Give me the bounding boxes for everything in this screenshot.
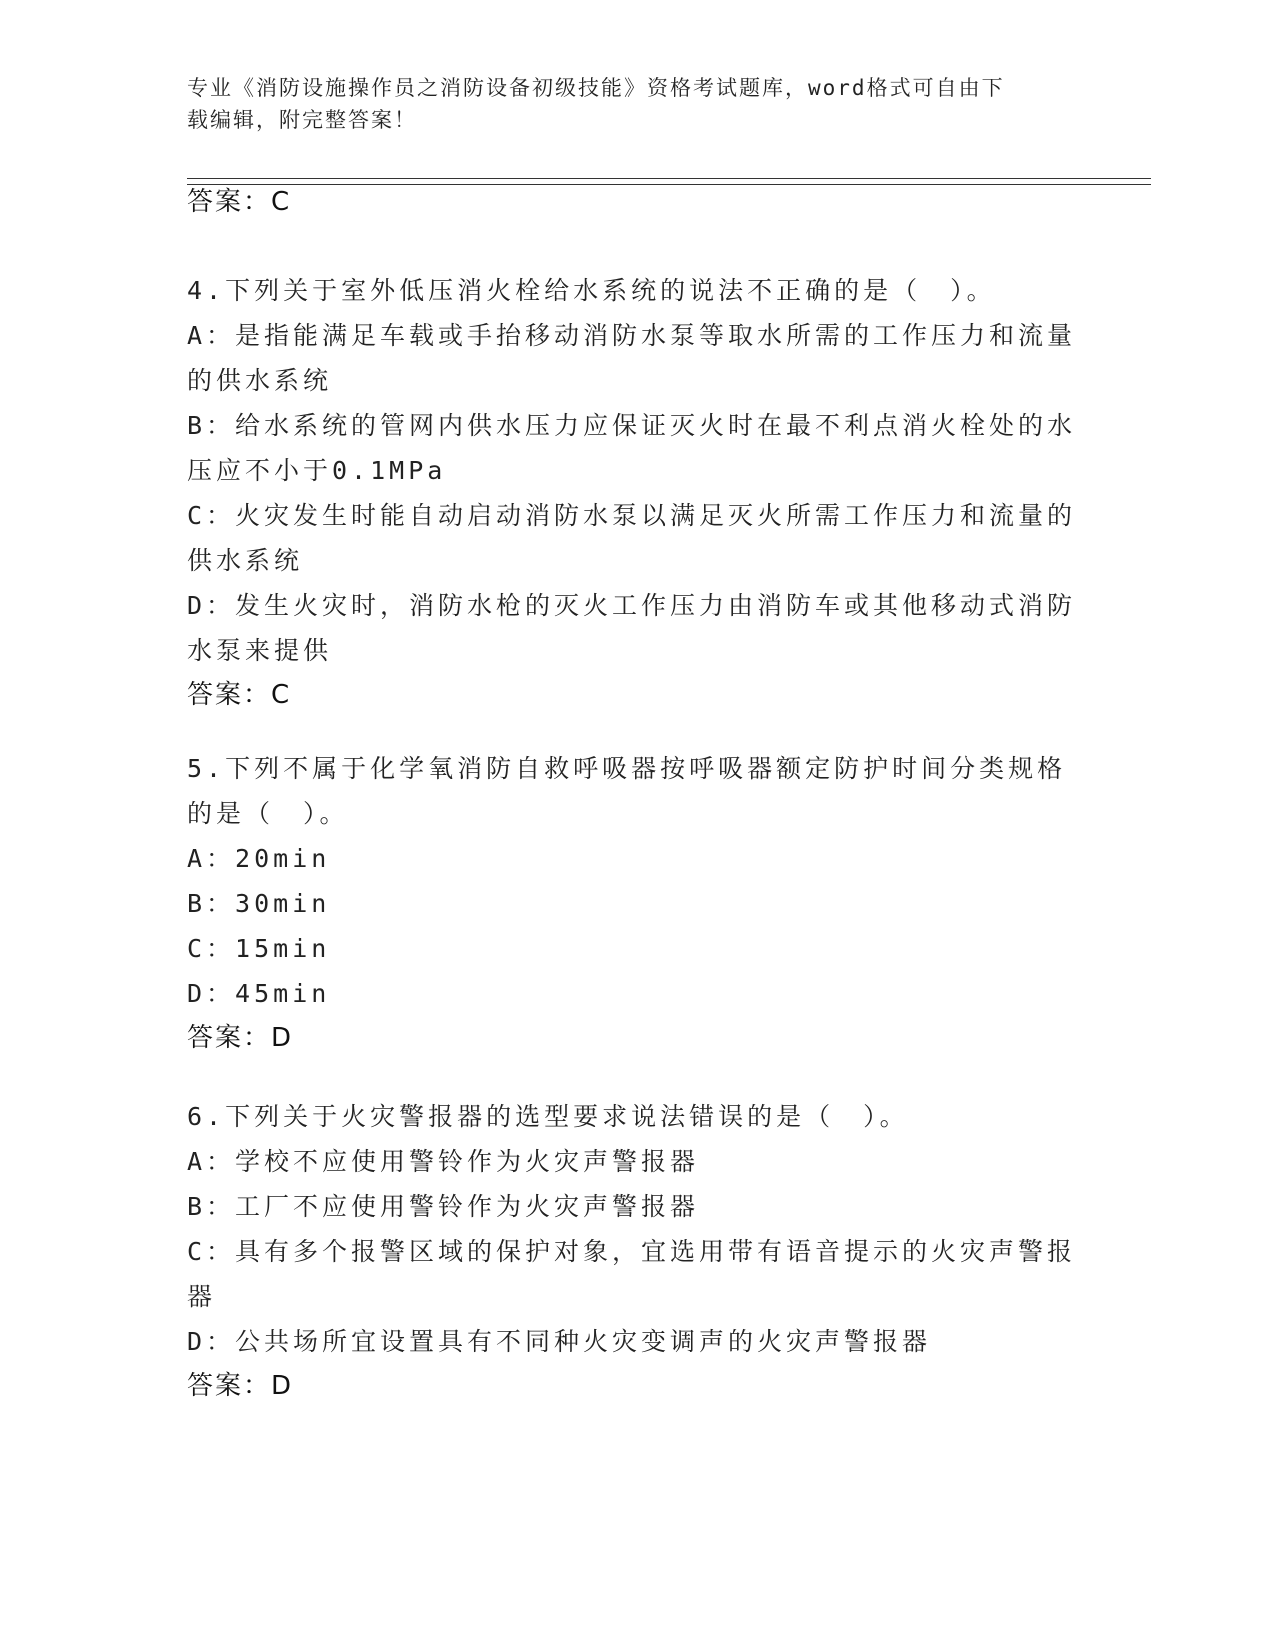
- answer-label: 答案：D: [187, 1023, 294, 1053]
- option-c: [187, 1229, 1087, 1319]
- option-line: D：发生火灾时，消防水枪的灭火工作压力由消防车或其他移动式消防: [187, 591, 1077, 620]
- option-a: A：学校不应使用警铃作为火灾声警报器: [187, 1147, 700, 1176]
- question-stem-line: 6.下列关于火灾警报器的选型要求说法错误的是（ ）。: [187, 1102, 909, 1131]
- question-stem-line: 4.下列关于室外低压消火栓给水系统的说法不正确的是（ ）。: [187, 276, 996, 305]
- option-d: [187, 583, 1087, 673]
- option-b: B：工厂不应使用警铃作为火灾声警报器: [187, 1192, 700, 1221]
- option-b: B：30min: [187, 889, 331, 918]
- question-6: [187, 1094, 1087, 1409]
- option-line: 水泵来提供: [187, 636, 333, 665]
- option-b: [187, 403, 1087, 493]
- question-5: [187, 746, 1087, 1061]
- answer-label: 答案：C: [187, 680, 292, 710]
- option-line: B：给水系统的管网内供水压力应保证灭火时在最不利点消火栓处的水: [187, 411, 1077, 440]
- option-line: 的供水系统: [187, 366, 333, 395]
- question-stem-line: 的是（ ）。: [187, 799, 349, 828]
- option-c: [187, 493, 1087, 583]
- option-line: A：是指能满足车载或手抬移动消防水泵等取水所需的工作压力和流量: [187, 321, 1077, 350]
- option-line: 供水系统: [187, 546, 304, 575]
- header-line-1: 专业《消防设施操作员之消防设备初级技能》资格考试题库，word格式可自由下: [187, 76, 1005, 100]
- option-line: C：具有多个报警区域的保护对象，宜选用带有语音提示的火灾声警报: [187, 1237, 1077, 1266]
- option-a: A：20min: [187, 844, 331, 873]
- question-4: [187, 268, 1087, 718]
- option-d: D：公共场所宜设置具有不同种火灾变调声的火灾声警报器: [187, 1327, 932, 1356]
- document-header: [187, 72, 1067, 136]
- option-a: [187, 313, 1087, 403]
- question-stem-line: 5.下列不属于化学氧消防自救呼吸器按呼吸器额定防护时间分类规格: [187, 754, 1067, 783]
- answer-label: 答案：C: [187, 187, 292, 217]
- option-c: C：15min: [187, 934, 331, 963]
- option-line: C：火灾发生时能自动启动消防水泵以满足灭火所需工作压力和流量的: [187, 501, 1077, 530]
- previous-question-answer-block: [187, 180, 1087, 225]
- option-d: D：45min: [187, 979, 331, 1008]
- option-line: 器: [187, 1282, 217, 1311]
- header-line-2: 载编辑，附完整答案！: [187, 108, 417, 132]
- option-line: 压应不小于0.1MPa: [187, 456, 447, 485]
- header-divider-top: [187, 178, 1151, 179]
- answer-label: 答案：D: [187, 1371, 294, 1401]
